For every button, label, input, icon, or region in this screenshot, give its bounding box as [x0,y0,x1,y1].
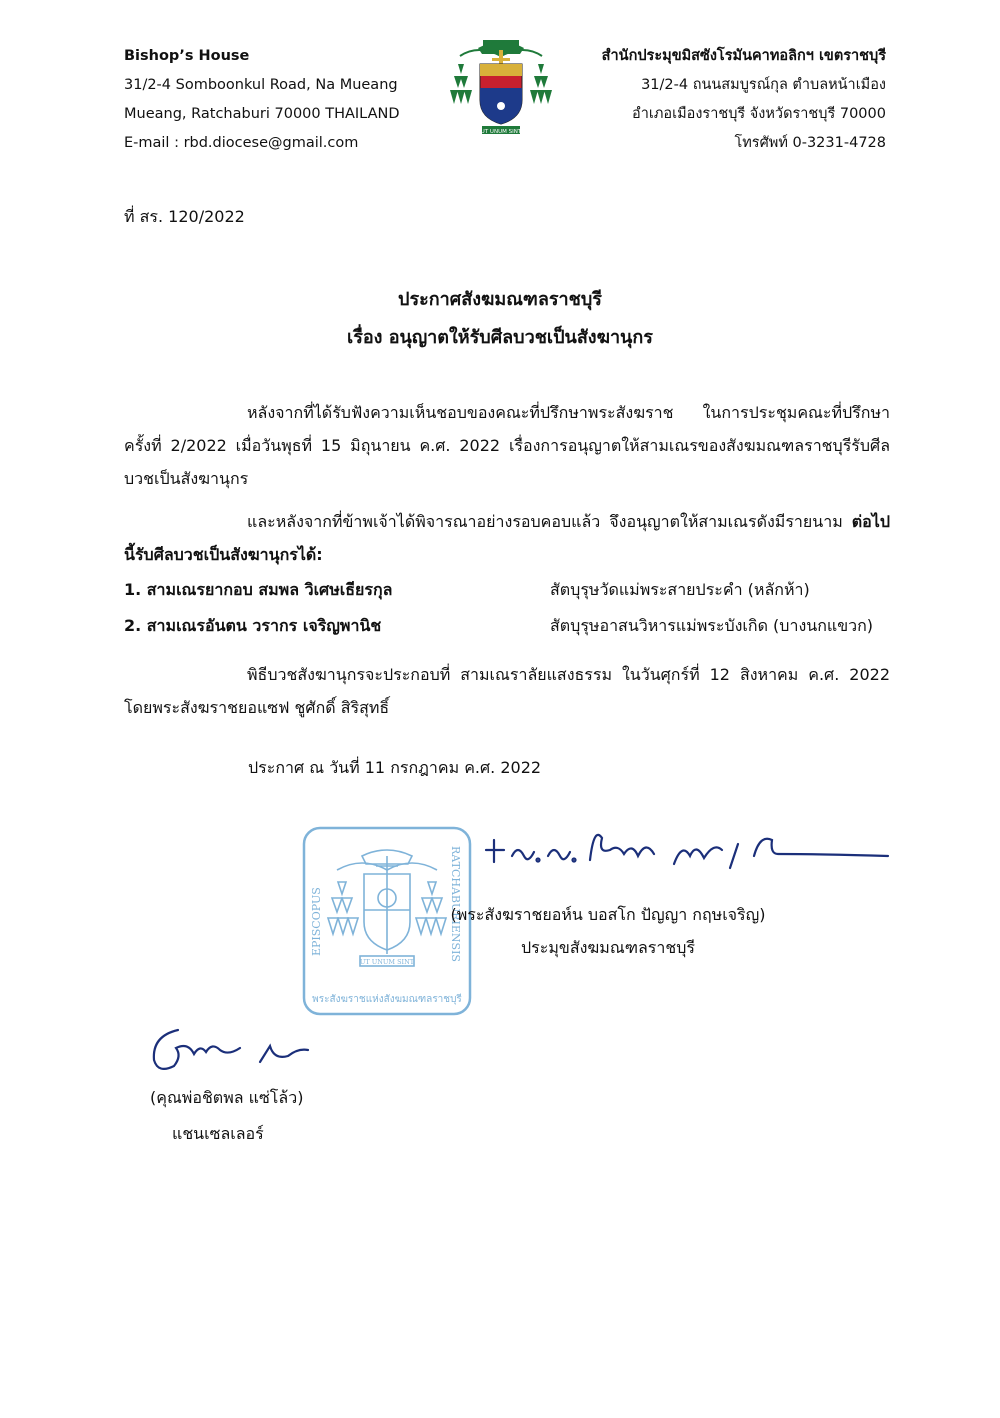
diocese-crest-logo [448,34,554,140]
bishop-signature [478,820,898,880]
address-line-en-1: 31/2-4 Somboonkul Road, Na Mueang [124,77,398,93]
bishop-title: ประมุขสังฆมณฑลราชบุรี [521,938,695,957]
seal-left-text: EPISCOPUS [310,887,323,956]
chancellor-title: แชนเซลเลอร์ [172,1124,264,1143]
candidate-parish: สัตบุรุษวัดแม่พระสายประคำ (หลักห้า) [550,580,810,599]
reference-number: ที่ สร. 120/2022 [124,207,245,226]
announcement-date: ประกาศ ณ วันที่ 11 กรกฎาคม ค.ศ. 2022 [248,758,542,777]
address-line-th-1: 31/2-4 ถนนสมบูรณ์กุล ตำบลหน้าเมือง [641,77,886,93]
announcement-subject: เรื่อง อนุญาตให้รับศีลบวชเป็นสังฆานุกร [347,327,653,348]
seal-bottom-text: พระสังฆราชแห่งสังฆมณฑลราชบุรี [312,994,462,1005]
chancellor-signature [148,1020,318,1080]
seal-right-text: RATCHABURIENSIS [449,846,462,962]
phone-line: โทรศัพท์ 0-3231-4728 [734,135,886,151]
crest-motto: UT UNUM SINT [480,129,522,135]
paragraph-2 [124,505,890,571]
candidate-row [124,614,890,639]
candidate-row [124,578,890,603]
candidate-parish: สัตบุรุษอาสนวิหารแม่พระบังเกิด (บางนกแขวก) [550,616,874,635]
chancellor-name: (คุณพ่อชิตพล แซ่โล้ว) [150,1088,304,1107]
paragraph-1: หลังจากที่ได้รับฟังความเห็นชอบของคณะที่ปรึกษาพระสังฆราช ในการประชุมคณะที่ปรึกษา ครั้งที่ 2/2022 เมื่อวันพุธที่ 15 มิถุนายน ค.ศ. 2022 เรื่องการอนุญาตให้สามเณรของสังฆมณฑลราชบุรีรับศีลบวชเป็นสังฆานุกร [124,403,890,488]
header-left-address [124,42,400,158]
address-line-th-2: อำเภอเมืองราชบุรี จังหวัดราชบุรี 70000 [632,106,886,122]
address-line-en-2: Mueang, Ratchaburi 70000 THAILAND [124,106,400,122]
chancellor-signature-block [150,1080,303,1152]
paragraph-3: พิธีบวชสังฆานุกรจะประกอบที่ สามเณราลัยแสงธรรม ในวันศุกร์ที่ 12 สิงหาคม ค.ศ. 2022 โดยพระสังฆราชยอแซฟ ชูศักดิ์ สิริสุทธิ์ [124,665,890,717]
bishop-signature-block [438,898,778,964]
org-name-en: Bishop’s House [124,48,250,64]
announcement-title: ประกาศสังฆมณฑลราชบุรี [398,289,602,310]
bishop-name: (พระสังฆราชยอห์น บอสโก ปัญญา กฤษเจริญ) [450,905,766,924]
seal-motto: UT UNUM SINT [359,958,415,966]
candidate-name: 2. สามเณรอันตน วรากร เจริญพานิช [124,616,382,635]
paragraph-2-bold: ต่อไปนี้รับศีลบวชเป็นสังฆานุกรได้: [124,512,890,564]
header-right-address [602,42,886,158]
candidate-name: 1. สามเณรยากอบ สมพล วิเศษเธียรกุล [124,580,393,599]
email-line: E-mail : rbd.diocese@gmail.com [124,135,359,151]
paragraph-2-text: และหลังจากที่ข้าพเจ้าได้พิจารณาอย่างรอบคอบแล้ว จึงอนุญาตให้สามเณรดังมีรายนาม [247,512,843,531]
org-name-th: สำนักประมุขมิสซังโรมันคาทอลิกฯ เขตราชบุรี [601,48,886,64]
